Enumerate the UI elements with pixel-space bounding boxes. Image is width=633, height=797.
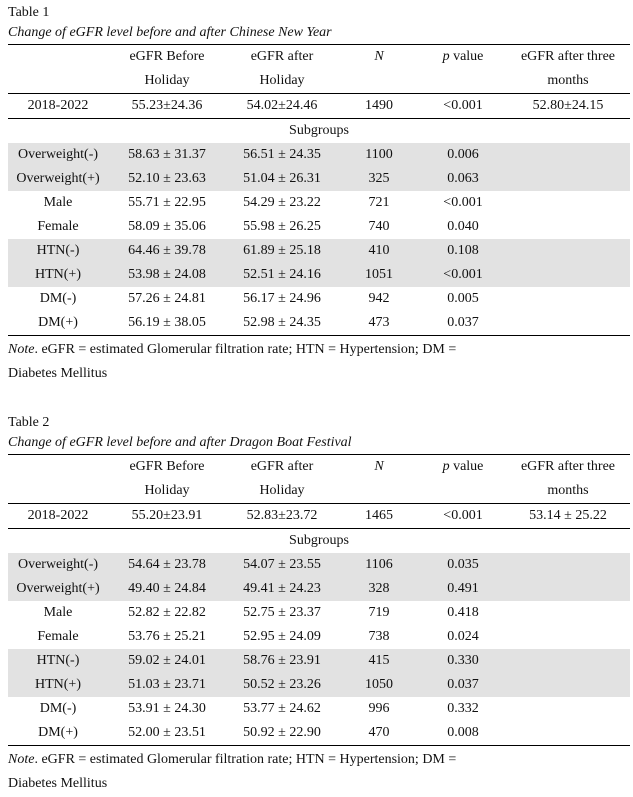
cell-after: 54.29 ± 23.22 — [243, 195, 321, 210]
row-label: Male — [43, 195, 73, 210]
table-caption: Change of eGFR level before and after Dragon Boat Festival — [8, 435, 352, 450]
cell-before: 59.02 ± 24.01 — [108, 649, 226, 673]
cell-p: 0.418 — [447, 605, 479, 620]
note-line-1: . eGFR = estimated Glomerular filtration rate; HTN = Hypertension; DM = — [34, 752, 457, 767]
table-row — [8, 577, 630, 601]
note-lead: Note — [8, 342, 35, 357]
cell-after: 52.75 ± 23.37 — [243, 605, 321, 620]
cell-before: 52.10 ± 23.63 — [108, 167, 226, 191]
note-line-2: Diabetes Mellitus — [8, 366, 108, 381]
subgroups-row — [8, 119, 630, 144]
header-p: p value — [442, 459, 484, 474]
cell-n: 719 — [368, 605, 390, 620]
cell-p: 0.330 — [420, 649, 506, 673]
cell-before: 51.03 ± 23.71 — [108, 673, 226, 697]
cell-after: 52.83±23.72 — [246, 508, 318, 523]
cell-after: 61.89 ± 25.18 — [226, 239, 338, 263]
table-label: Table 2 — [8, 415, 50, 430]
cell-after: 49.41 ± 24.23 — [226, 577, 338, 601]
row-label: HTN(-) — [8, 239, 108, 263]
row-label: DM(+) — [38, 315, 78, 330]
cell-blank — [506, 239, 630, 263]
table-2-block — [8, 410, 630, 796]
cell-three-months: 53.14 ± 25.22 — [529, 508, 607, 523]
cell-n: 1100 — [338, 143, 420, 167]
cell-n: 410 — [338, 239, 420, 263]
cell-before: 53.98 ± 24.08 — [108, 263, 226, 287]
table-row — [8, 215, 630, 239]
row-label: DM(-) — [39, 701, 77, 716]
cell-p: <0.001 — [420, 263, 506, 287]
cell-p: 0.008 — [447, 725, 479, 740]
cell-before: 55.71 ± 22.95 — [128, 195, 206, 210]
note-line-1: . eGFR = estimated Glomerular filtration rate; HTN = Hypertension; DM = — [34, 342, 457, 357]
cell-three-months: 52.80±24.15 — [532, 98, 604, 113]
cell-p: <0.001 — [443, 508, 483, 523]
table-note — [8, 746, 630, 796]
row-label: Male — [43, 605, 73, 620]
cell-p: 0.332 — [447, 701, 479, 716]
cell-n: 415 — [338, 649, 420, 673]
subgroups-label: Subgroups — [289, 533, 349, 548]
table-note — [8, 336, 630, 386]
cell-p: <0.001 — [443, 195, 483, 210]
cell-before: 56.19 ± 38.05 — [128, 315, 206, 330]
table-1-block — [8, 0, 630, 386]
row-label: Female — [37, 219, 79, 234]
header-n: N — [374, 49, 384, 64]
cell-blank — [506, 553, 630, 577]
cell-n: 1465 — [365, 508, 393, 523]
header-three-months: eGFR after three months — [520, 49, 616, 88]
header-before: eGFR Before Holiday — [129, 459, 205, 498]
row-label: HTN(+) — [8, 263, 108, 287]
cell-before: 58.09 ± 35.06 — [128, 219, 206, 234]
overall-row — [8, 504, 630, 529]
row-label: DM(-) — [39, 291, 77, 306]
cell-blank — [506, 143, 630, 167]
data-table — [8, 454, 630, 746]
row-label: HTN(-) — [8, 649, 108, 673]
cell-blank — [506, 673, 630, 697]
cell-after: 58.76 ± 23.91 — [226, 649, 338, 673]
cell-p: 0.005 — [447, 291, 479, 306]
cell-blank — [506, 625, 630, 649]
cell-before: 53.76 ± 25.21 — [128, 629, 206, 644]
row-label: Overweight(+) — [8, 577, 108, 601]
cell-n: 740 — [368, 219, 390, 234]
header-after: eGFR after Holiday — [250, 459, 314, 498]
subgroups-row — [8, 529, 630, 554]
cell-n: 325 — [338, 167, 420, 191]
cell-p: 0.037 — [420, 673, 506, 697]
subgroups-label: Subgroups — [289, 123, 349, 138]
cell-before: 52.82 ± 22.82 — [128, 605, 206, 620]
cell-blank — [506, 601, 630, 625]
table-row — [8, 625, 630, 649]
cell-before: 64.46 ± 39.78 — [108, 239, 226, 263]
header-empty — [8, 45, 108, 94]
cell-after: 52.95 ± 24.09 — [243, 629, 321, 644]
cell-n: 1050 — [338, 673, 420, 697]
cell-before: 49.40 ± 24.84 — [108, 577, 226, 601]
table-row — [8, 721, 630, 746]
cell-after: 56.17 ± 24.96 — [243, 291, 321, 306]
cell-after: 55.98 ± 26.25 — [243, 219, 321, 234]
row-label: 2018-2022 — [27, 98, 89, 113]
cell-p: 0.024 — [447, 629, 479, 644]
row-label: Overweight(-) — [8, 553, 108, 577]
cell-blank — [506, 287, 630, 311]
header-row — [8, 45, 630, 94]
cell-n: 1051 — [338, 263, 420, 287]
cell-before: 54.64 ± 23.78 — [108, 553, 226, 577]
table-caption: Change of eGFR level before and after Chinese New Year — [8, 25, 332, 40]
cell-after: 52.51 ± 24.16 — [226, 263, 338, 287]
cell-after: 53.77 ± 24.62 — [243, 701, 321, 716]
cell-after: 54.07 ± 23.55 — [226, 553, 338, 577]
cell-p: 0.040 — [447, 219, 479, 234]
cell-blank — [506, 649, 630, 673]
cell-n: 328 — [338, 577, 420, 601]
cell-blank — [506, 697, 630, 721]
cell-n: 738 — [368, 629, 390, 644]
cell-after: 50.52 ± 23.26 — [226, 673, 338, 697]
header-before: eGFR Before Holiday — [129, 49, 205, 88]
cell-blank — [506, 577, 630, 601]
cell-p: <0.001 — [443, 98, 483, 113]
table-row — [8, 191, 630, 215]
cell-blank — [506, 191, 630, 215]
header-three-months: eGFR after three months — [520, 459, 616, 498]
table-row — [8, 553, 630, 577]
cell-after: 50.92 ± 22.90 — [243, 725, 321, 740]
cell-p: 0.037 — [447, 315, 479, 330]
table-row — [8, 143, 630, 167]
table-row — [8, 167, 630, 191]
row-label: DM(+) — [38, 725, 78, 740]
cell-after: 54.02±24.46 — [246, 98, 318, 113]
cell-n: 996 — [368, 701, 390, 716]
table-row — [8, 263, 630, 287]
cell-p: 0.491 — [420, 577, 506, 601]
cell-n: 1106 — [338, 553, 420, 577]
table-row — [8, 649, 630, 673]
header-after: eGFR after Holiday — [250, 49, 314, 88]
cell-n: 942 — [368, 291, 390, 306]
table-label: Table 1 — [8, 5, 50, 20]
cell-n: 721 — [368, 195, 390, 210]
cell-before: 52.00 ± 23.51 — [128, 725, 206, 740]
table-row — [8, 311, 630, 336]
cell-blank — [506, 167, 630, 191]
cell-blank — [506, 721, 630, 746]
cell-p: 0.006 — [420, 143, 506, 167]
table-row — [8, 673, 630, 697]
row-label: Overweight(+) — [8, 167, 108, 191]
row-label: 2018-2022 — [27, 508, 89, 523]
note-lead: Note — [8, 752, 35, 767]
header-row — [8, 455, 630, 504]
data-table — [8, 44, 630, 336]
cell-before: 57.26 ± 24.81 — [128, 291, 206, 306]
header-p: p value — [442, 49, 484, 64]
cell-after: 56.51 ± 24.35 — [226, 143, 338, 167]
row-label: Female — [37, 629, 79, 644]
row-label: Overweight(-) — [8, 143, 108, 167]
row-label: HTN(+) — [8, 673, 108, 697]
table-row — [8, 239, 630, 263]
table-row — [8, 697, 630, 721]
header-n: N — [374, 459, 384, 474]
note-line-2: Diabetes Mellitus — [8, 776, 108, 791]
cell-blank — [506, 215, 630, 239]
cell-blank — [506, 263, 630, 287]
cell-n: 470 — [368, 725, 390, 740]
cell-p: 0.063 — [420, 167, 506, 191]
cell-blank — [506, 311, 630, 336]
table-row — [8, 287, 630, 311]
cell-before: 55.20±23.91 — [131, 508, 203, 523]
table-row — [8, 601, 630, 625]
overall-row — [8, 94, 630, 119]
cell-p: 0.035 — [420, 553, 506, 577]
cell-n: 1490 — [365, 98, 393, 113]
cell-after: 51.04 ± 26.31 — [226, 167, 338, 191]
header-empty — [8, 455, 108, 504]
cell-before: 58.63 ± 31.37 — [108, 143, 226, 167]
cell-after: 52.98 ± 24.35 — [243, 315, 321, 330]
cell-n: 473 — [368, 315, 390, 330]
cell-p: 0.108 — [420, 239, 506, 263]
cell-before: 53.91 ± 24.30 — [128, 701, 206, 716]
cell-before: 55.23±24.36 — [131, 98, 203, 113]
